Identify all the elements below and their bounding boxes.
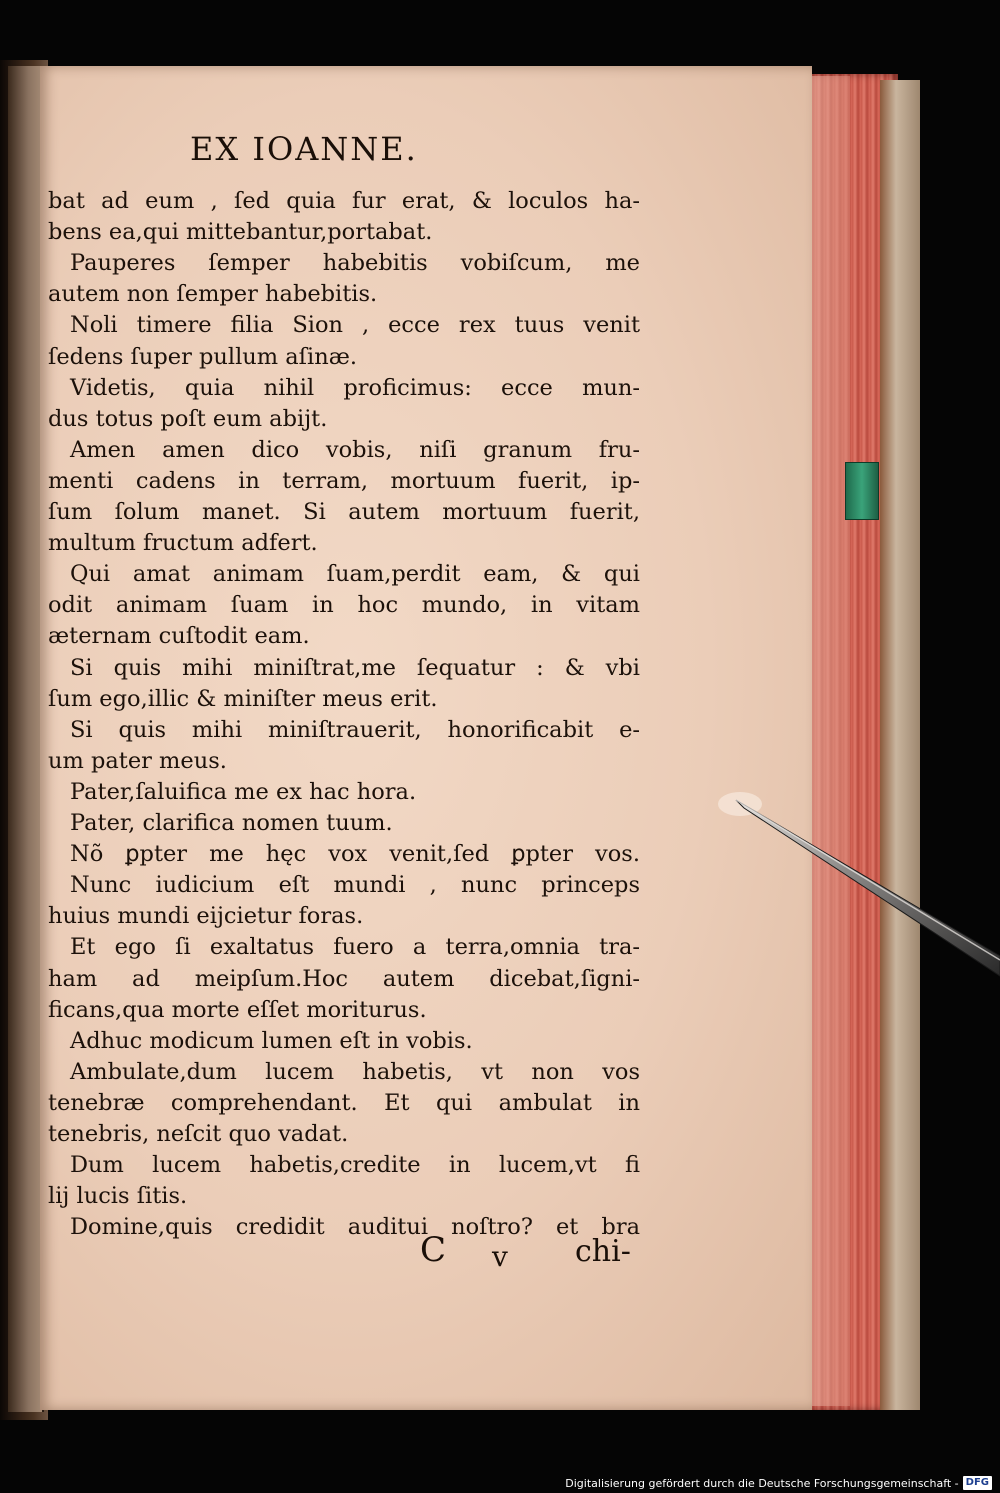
text-line: Domine,quis credidit auditui noſtro? et bra xyxy=(70,1214,640,1241)
text-line: Nõ ꝑpter me hęc vox venit,ſed ꝑpter vos. xyxy=(70,841,640,868)
text-line: Pauperes ſemper habebitis vobiſcum, me xyxy=(70,250,640,277)
previous-page-edge xyxy=(8,66,44,1412)
text-line: Si quis mihi miniſtrauerit, honorificabit e- xyxy=(70,716,640,743)
text-line: Adhuc modicum lumen eſt in vobis. xyxy=(70,1027,473,1054)
signature-mark-letter: C xyxy=(420,1230,447,1270)
text-line: Noli timere filia Sion , ecce rex tuus venit xyxy=(70,312,640,339)
text-line: huius mundi eijcietur foras. xyxy=(48,903,364,930)
text-line: æternam cuſtodit eam. xyxy=(48,623,310,650)
pen-pointer-icon xyxy=(700,780,1000,1000)
book-cover-right xyxy=(880,80,920,1410)
text-line: um pater meus. xyxy=(48,747,227,774)
text-line: ficans,qua morte eſſet moriturus. xyxy=(48,996,427,1023)
text-line: ſum ſolum manet. Si autem mortuum fuerit, xyxy=(48,499,640,525)
footer-credit xyxy=(565,1476,992,1490)
text-line: ſedens ſuper pullum aſinæ. xyxy=(48,343,357,370)
text-line: bat ad eum , ſed quia fur erat, & loculos ha- xyxy=(48,188,640,214)
text-line: dus totus poſt eum abijt. xyxy=(48,405,328,432)
text-line: lij lucis ſitis. xyxy=(48,1183,188,1210)
text-line: Videtis, quia nihil proficimus: ecce mun- xyxy=(70,374,640,401)
text-line: Ambulate,dum lucem habetis, vt non vos xyxy=(70,1058,640,1085)
text-line: autem non ſemper habebitis. xyxy=(48,281,378,308)
text-line: menti cadens in terram, mortuum fuerit, ip- xyxy=(48,467,640,494)
text-line: Amen amen dico vobis, niſi granum fru- xyxy=(70,436,640,463)
signature-mark-number: v xyxy=(492,1240,508,1273)
dfg-logo: DFG xyxy=(963,1476,992,1490)
text-line: multum fructum adfert. xyxy=(48,530,318,557)
bookmark-ribbon xyxy=(845,462,879,520)
text-line: ham ad meipſum.Hoc autem dicebat,ſigni- xyxy=(48,965,640,992)
text-line: odit animam ſuam in hoc mundo, in vitam xyxy=(48,592,640,619)
catchword: chi- xyxy=(575,1234,631,1269)
running-header: EX IOANNE. xyxy=(190,130,418,168)
text-line: ſum ego,illic & miniſter meus erit. xyxy=(48,685,438,712)
text-line: Dum lucem habetis,credite in lucem,vt fi xyxy=(70,1152,640,1179)
text-line: Si quis mihi miniſtrat,me ſequatur : & vbi xyxy=(70,654,640,681)
text-line: bens ea,qui mittebantur,portabat. xyxy=(48,219,433,246)
text-line: Qui amat animam ſuam,perdit eam, & qui xyxy=(70,561,640,588)
text-line: Pater, clarifica nomen tuum. xyxy=(70,810,393,836)
text-line: tenebris, neſcit quo vadat. xyxy=(48,1121,349,1147)
text-line: Pater,ſaluifica me ex hac hora. xyxy=(70,778,417,805)
text-line: Nunc iudicium eſt mundi , nunc princeps xyxy=(70,872,640,899)
text-line: Et ego ſi exaltatus fuero a terra,omnia tra- xyxy=(70,934,640,961)
footer-credit-text: Digitalisierung gefördert durch die Deutsche Forschungsgemeinschaft - xyxy=(565,1476,959,1490)
page-stack-highlight xyxy=(810,76,850,1406)
text-line: tenebræ comprehendant. Et qui ambulat in xyxy=(48,1089,640,1116)
